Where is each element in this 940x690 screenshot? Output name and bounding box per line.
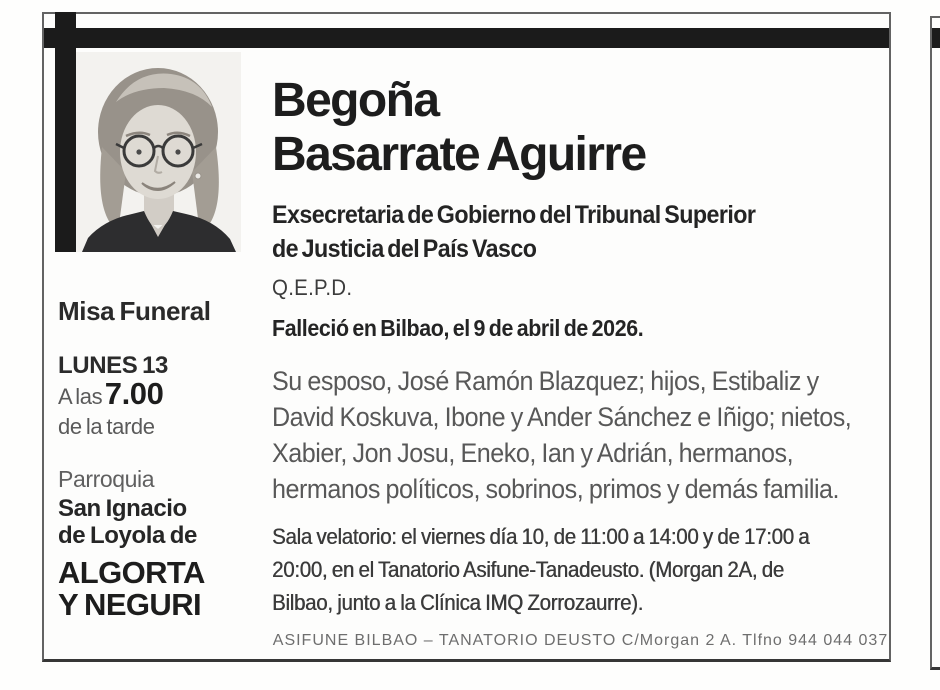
church-name-line1: San Ignacio xyxy=(58,495,187,522)
deceased-title-line1: Exsecretaria de Gobierno del Tribunal Superior xyxy=(272,201,756,229)
town-line2: Y NEGURI xyxy=(58,587,201,622)
death-announcement: Falleció en Bilbao, el 9 de abril de 2026. xyxy=(272,315,644,341)
wake-line: Bilbao, junto a la Clínica IMQ Zorrozaurre). xyxy=(272,590,644,615)
adjacent-notice-edge xyxy=(930,16,940,670)
wake-line: 20:00, en el Tanatorio Asifune-Tanadeusto. (Morgan 2A, de xyxy=(272,557,784,582)
church-label: Parroquia xyxy=(58,466,155,492)
portrait-photo xyxy=(76,52,241,252)
church-name-line2: de Loyola de xyxy=(58,522,197,549)
service-title: Misa Funeral xyxy=(58,296,211,326)
family-line: hermanos políticos, sobrinos, primos y demás familia. xyxy=(272,474,840,504)
mourning-cross-icon xyxy=(55,12,76,252)
portrait-illustration xyxy=(76,52,241,252)
deceased-name-line1: Begoña xyxy=(272,74,439,127)
service-day: LUNES 13 xyxy=(58,352,169,379)
notice-text-block xyxy=(272,198,852,619)
time-suffix: de la tarde xyxy=(58,414,155,439)
deceased-title-line2: de Justicia del País Vasco xyxy=(272,235,537,263)
town-line1: ALGORTA xyxy=(58,555,205,590)
family-line: Su esposo, José Ramón Blazquez; hijos, Estibaliz y xyxy=(272,366,819,396)
time-value: 7.00 xyxy=(104,376,164,411)
family-paragraph xyxy=(272,363,852,507)
adjacent-mourning-bar xyxy=(932,28,940,48)
time-prefix: A las xyxy=(58,384,103,409)
mourning-bar xyxy=(44,28,889,48)
obituary-notice xyxy=(42,12,891,662)
family-line: Xabier, Jon Josu, Eneko, Ian y Adrián, hermanos, xyxy=(272,438,794,468)
qepd-abbreviation: Q.E.P.D. xyxy=(272,275,353,300)
wake-paragraph xyxy=(272,520,849,619)
wake-line: Sala velatorio: el viernes día 10, de 11:00 a 14:00 y de 17:00 a xyxy=(272,524,810,549)
funeral-home-footer: ASIFUNE BILBAO – TANATORIO DEUSTO C/Morgan 2 A. Tlfno 944 044 037 xyxy=(272,632,889,649)
family-line: David Koskuva, Ibone y Ander Sánchez e Iñigo; nietos, xyxy=(272,402,852,432)
deceased-title xyxy=(272,198,849,266)
notice-body xyxy=(272,74,892,619)
deceased-name-line2: Basarrate Aguirre xyxy=(272,128,646,181)
service-time-line xyxy=(58,376,164,412)
